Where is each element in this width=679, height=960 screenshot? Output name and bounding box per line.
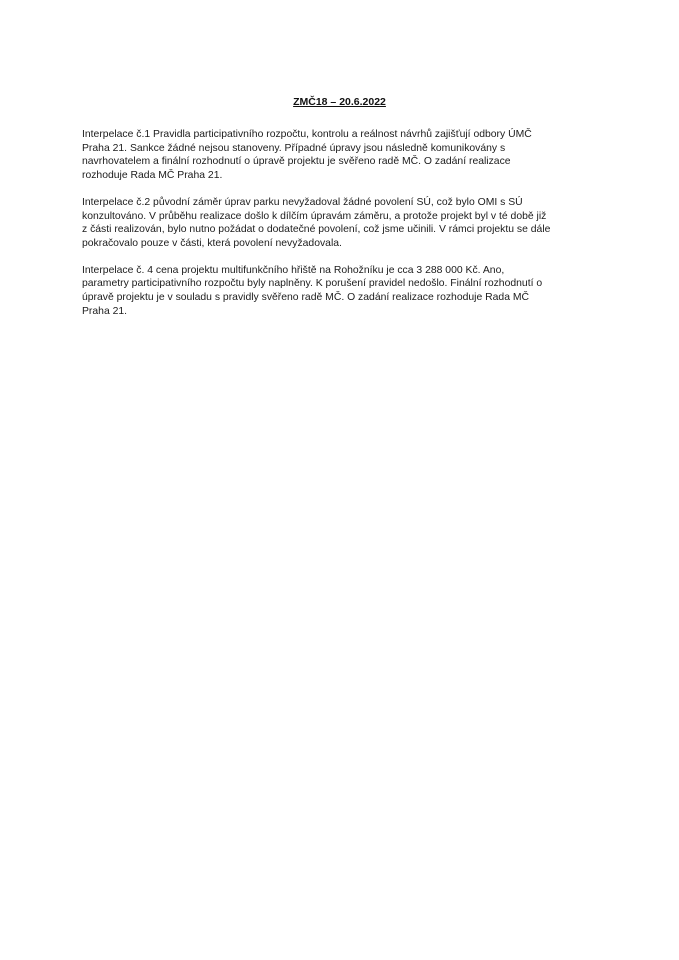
paragraph-interpelace-2: Interpelace č.2 původní záměr úprav parku nevyžadoval žádné povolení SÚ, což bylo OMI s SÚ konzultováno. V průběhu realizace došlo k dílčím úpravám záměru, a protože projekt byl v té době již z části realizován, bylo nutno požádat o dodatečné povolení, což jsme učinili. V rámci projektu se dále pokračovalo pouze v části, která povolení nevyžadovala. <box>82 196 551 249</box>
document-title: ZMČ18 – 20.6.2022 <box>293 96 386 108</box>
paragraph-interpelace-1: Interpelace č.1 Pravidla participativního rozpočtu, kontrolu a reálnost návrhů zajišťují odbory ÚMČ Praha 21. Sankce žádné nejsou stanoveny. Případné úpravy jsou následně komunikovány s navrhovatelem a finální rozhodnutí o úpravě projektu je svěřeno radě MČ. O zadání realizace rozhoduje Rada MČ Praha 21. <box>82 129 532 182</box>
paragraph-interpelace-4: Interpelace č. 4 cena projektu multifunkčního hřiště na Rohožníku je cca 3 288 000 Kč. Ano, parametry participativního rozpočtu byly naplněny. K porušení pravidel nedošlo. Finální rozhodnutí o úpravě projektu je v souladu s pravidly svěřeno radě MČ. O zadání realizace rozhoduje Rada MČ Praha 21. <box>82 264 543 317</box>
document-body <box>82 128 614 331</box>
